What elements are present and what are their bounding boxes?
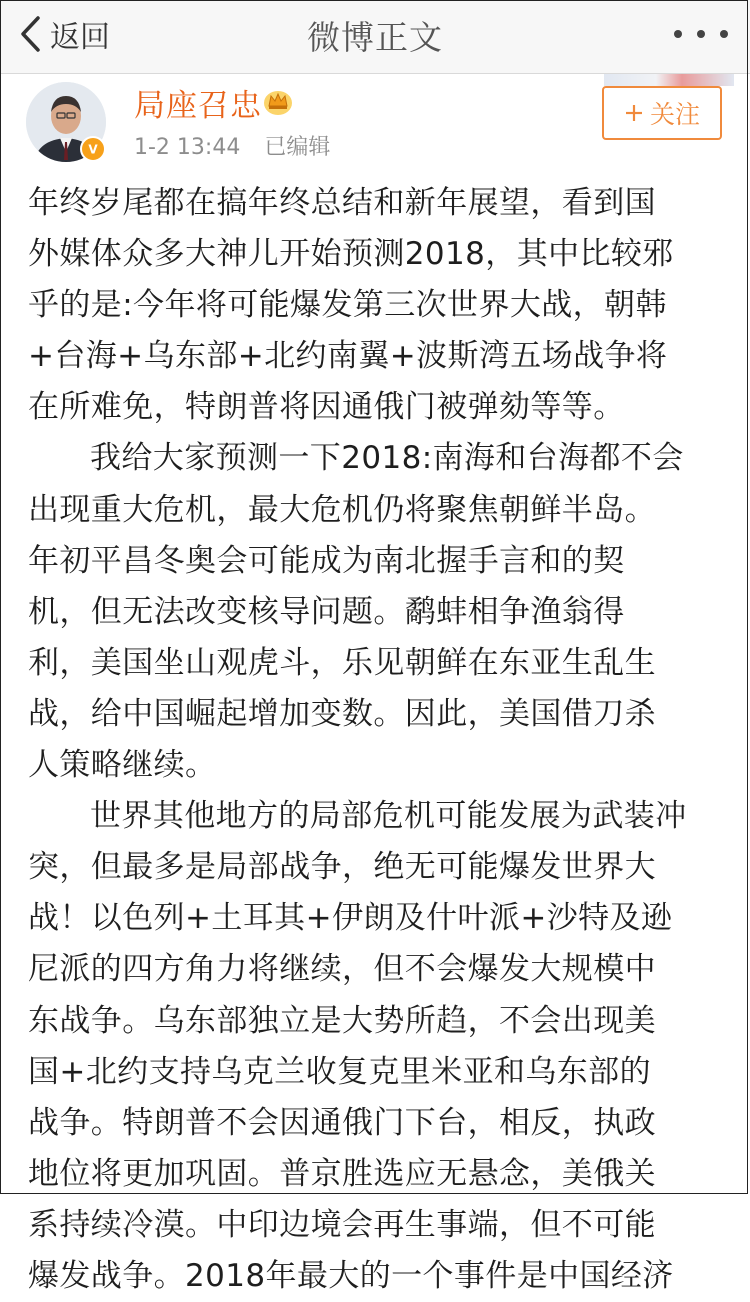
post-line: 世界其他地方的局部危机可能发展为武装冲 <box>90 798 687 835</box>
post-time: 1-2 13:44 <box>134 135 241 160</box>
post-line: 战，给中国崛起增加变数。因此，美国借刀杀 <box>28 695 656 732</box>
edited-label: 已编辑 <box>264 135 331 160</box>
post-header <box>0 78 750 178</box>
post-line: 乎的是:今年将可能爆发第三次世界大战，朝韩 <box>28 287 667 324</box>
dot-icon <box>674 30 682 38</box>
dot-icon <box>697 30 705 38</box>
post-line: 地位将更加巩固。普京胜选应无悬念，美俄关 <box>28 1155 656 1192</box>
crown-icon <box>262 86 294 116</box>
post-meta <box>134 130 330 161</box>
post-line: 东战争。乌东部独立是大势所趋，不会出现美 <box>28 1002 656 1039</box>
follow-button[interactable] <box>602 86 722 140</box>
plus-icon <box>624 103 644 123</box>
post-body <box>28 178 728 1302</box>
nav-bar <box>0 0 750 74</box>
verified-badge-icon <box>80 136 106 162</box>
back-label: 返回 <box>50 20 110 55</box>
post-line: 战！以色列+土耳其+伊朗及什叶派+沙特及逊 <box>28 900 673 937</box>
post-line: 年初平昌冬奥会可能成为南北握手言和的契 <box>28 542 625 579</box>
post-line: 尼派的四方角力将继续，但不会爆发大规模中 <box>28 951 656 988</box>
author-name[interactable]: 局座召忠 <box>134 88 262 124</box>
post-line: 在所难免，特朗普将因通俄门被弹劾等等。 <box>28 389 625 426</box>
post-line: 人策略继续。 <box>28 747 217 784</box>
post-line: 国+北约支持乌克兰收复克里米亚和乌东部的 <box>28 1053 651 1090</box>
more-options-button[interactable] <box>674 22 728 46</box>
post-line: 爆发战争。2018年最大的一个事件是中国经济 <box>28 1257 674 1294</box>
post-line: 机，但无法改变核导问题。鹬蚌相争渔翁得 <box>28 593 625 630</box>
post-line: 我给大家预测一下2018:南海和台海都不会 <box>90 440 684 477</box>
post-line: 外媒体众多大神儿开始预测2018，其中比较邪 <box>28 236 674 273</box>
dot-icon <box>720 30 728 38</box>
post-line: 系持续冷漠。中印边境会再生事端，但不可能 <box>28 1206 656 1243</box>
follow-label: 关注 <box>649 100 700 129</box>
post-line: 利，美国坐山观虎斗，乐见朝鲜在东亚生乱生 <box>28 644 656 681</box>
page-title: 微博正文 <box>307 18 443 57</box>
post-line: 年终岁尾都在搞年终总结和新年展望，看到国 <box>28 185 656 221</box>
post-line: +台海+乌东部+北约南翼+波斯湾五场战争将 <box>28 338 668 375</box>
post-line: 战争。特朗普不会因通俄门下台，相反，执政 <box>28 1104 656 1141</box>
post-line: 出现重大危机，最大危机仍将聚焦朝鲜半岛。 <box>28 491 656 528</box>
svg-text:V: V <box>88 142 98 156</box>
post-line: 突，但最多是局部战争，绝无可能爆发世界大 <box>28 849 656 886</box>
